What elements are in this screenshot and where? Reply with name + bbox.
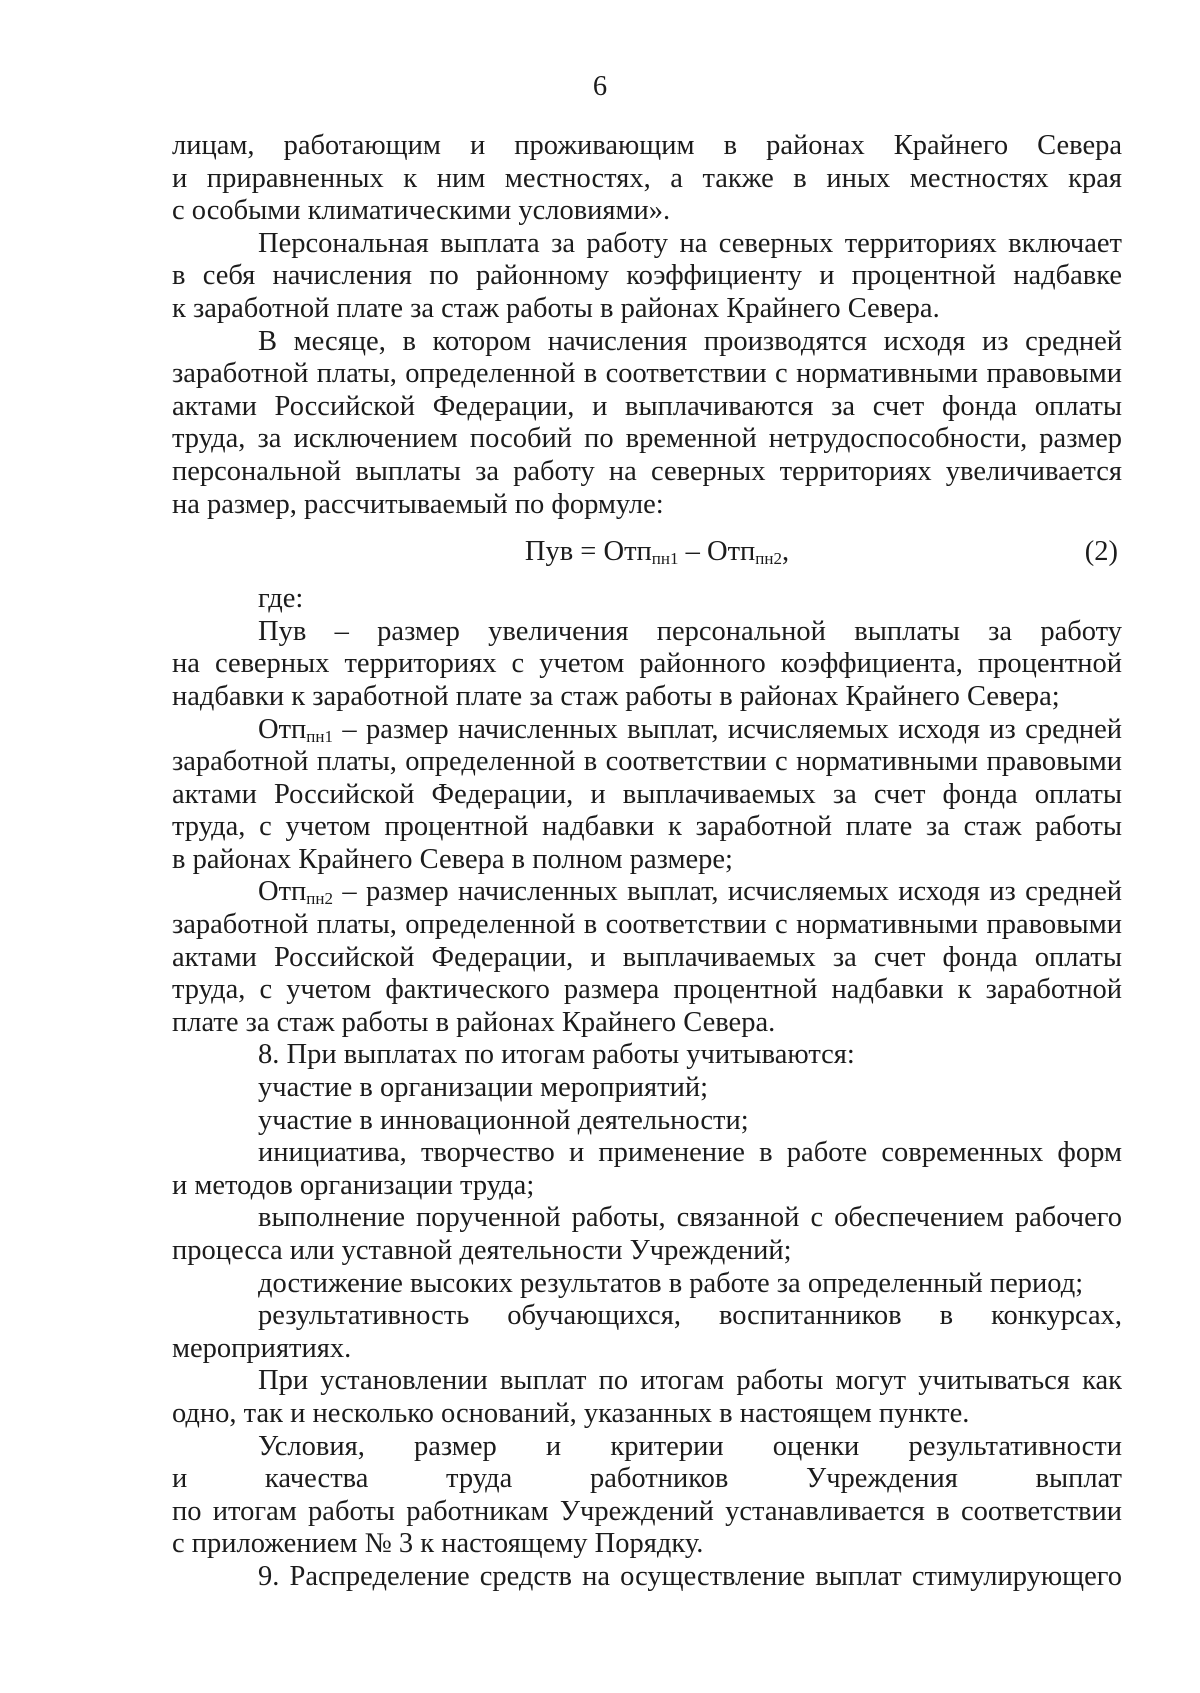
text-line: на размер, рассчитываемый по формуле: <box>172 488 664 520</box>
formula-subscript: пн1 <box>651 549 679 569</box>
formula-subscript: пн2 <box>755 549 782 569</box>
text-line: надбавки к заработной плате за стаж работы в районах Крайнего Севера; <box>172 680 1060 712</box>
text-line: В месяце, в котором начисления производятся исходя из средней <box>258 325 1122 357</box>
text-line: достижение высоких результатов в работе за определенный период; <box>258 1267 1084 1299</box>
text-line: заработной платы, определенной в соответствии с нормативными правовыми <box>172 358 1122 390</box>
text-line: инициатива, творчество и применение в работе современных форм <box>258 1137 1122 1169</box>
text-line: и приравненных к ним местностях, а также в иных местностях края <box>172 162 1122 194</box>
text-subscript: пн1 <box>306 726 333 746</box>
text-line: актами Российской Федерации, и выплачиваются за счет фонда оплаты <box>172 390 1122 422</box>
text-line: участие в организации мероприятий; <box>258 1072 709 1104</box>
document-body <box>172 130 1122 1594</box>
text-part: – размер начисленных выплат, исчисляемых исходя из средней <box>333 713 1122 745</box>
text-line: заработной платы, определенной в соответствии с нормативными правовыми <box>172 746 1122 778</box>
text-line: выполнение порученной работы, связанной с обеспечением рабочего <box>258 1202 1122 1234</box>
text-line: Условия, размер и критерии оценки результативности <box>258 1430 1122 1462</box>
text-line: плате за стаж работы в районах Крайнего Севера. <box>172 1006 776 1038</box>
text-line: процесса или уставной деятельности Учреждений; <box>172 1235 792 1266</box>
text-line: по итогам работы работникам Учреждений устанавливается в соответствии <box>172 1495 1122 1527</box>
text-line: персональной выплаты за работу на северных территориях увеличивается <box>172 455 1122 487</box>
text-line: участие в инновационной деятельности; <box>258 1104 749 1136</box>
text-line: труда, с учетом фактического размера процентной надбавки к заработной <box>172 974 1122 1006</box>
text-line: мероприятиях. <box>172 1332 352 1364</box>
text-line: в себя начисления по районному коэффициенту и процентной надбавке <box>172 260 1122 292</box>
text-line: труда, с учетом процентной надбавки к заработной плате за стаж работы <box>172 811 1122 843</box>
text-line: Персональная выплата за работу на северных территориях включает <box>258 227 1122 259</box>
formula-part: Пув = Отп <box>524 536 652 568</box>
text-line: актами Российской Федерации, и выплачиваемых за счет фонда оплаты <box>172 941 1122 973</box>
formula-number: (2) <box>1084 536 1118 568</box>
text-line: актами Российской Федерации, и выплачиваемых за счет фонда оплаты <box>172 778 1122 810</box>
text-line: труда, за исключением пособий по временной нетрудоспособности, размер <box>172 423 1122 455</box>
page-number: 6 <box>592 71 608 102</box>
text-line: с приложением № 3 к настоящему Порядку. <box>172 1528 704 1560</box>
text-part: Отп <box>258 713 307 745</box>
text-part: Отп <box>258 876 307 908</box>
formula <box>172 521 1122 583</box>
text-line: и методов организации труда; <box>172 1169 535 1201</box>
text-line: Пув – размер увеличения персональной выплаты за работу <box>258 615 1122 647</box>
text-line: где: <box>258 583 304 615</box>
text-line: При установлении выплат по итогам работы могут учитываться как <box>258 1365 1122 1397</box>
text-line <box>172 876 1122 909</box>
text-line: одно, так и несколько оснований, указанных в настоящем пункте. <box>172 1397 970 1429</box>
text-line: к заработной плате за стаж работы в районах Крайнего Севера. <box>172 292 940 324</box>
text-line: 9. Распределение средств на осуществление выплат стимулирующего <box>258 1560 1122 1592</box>
text-subscript: пн2 <box>306 889 333 909</box>
text-line: и качества труда работников Учреждения выплат <box>172 1463 1122 1495</box>
text-line: лицам, работающим и проживающим в районах Крайнего Севера <box>172 130 1122 161</box>
text-line: заработной платы, определенной в соответствии с нормативными правовыми <box>172 909 1122 941</box>
formula-part: , <box>781 536 790 568</box>
text-line: на северных территориях с учетом районного коэффициента, процентной <box>172 648 1122 680</box>
text-line: 8. При выплатах по итогам работы учитываются: <box>258 1039 855 1071</box>
formula-part: – Отп <box>678 536 756 568</box>
text-line: с особыми климатическими условиями». <box>172 195 671 227</box>
text-line <box>172 714 1122 747</box>
text-part: – размер начисленных выплат, исчисляемых исходя из средней <box>333 876 1122 908</box>
text-line: в районах Крайнего Севера в полном размере; <box>172 843 733 875</box>
text-line: результативность обучающихся, воспитанников в конкурсах, <box>258 1300 1122 1332</box>
formula-block <box>172 521 1122 583</box>
